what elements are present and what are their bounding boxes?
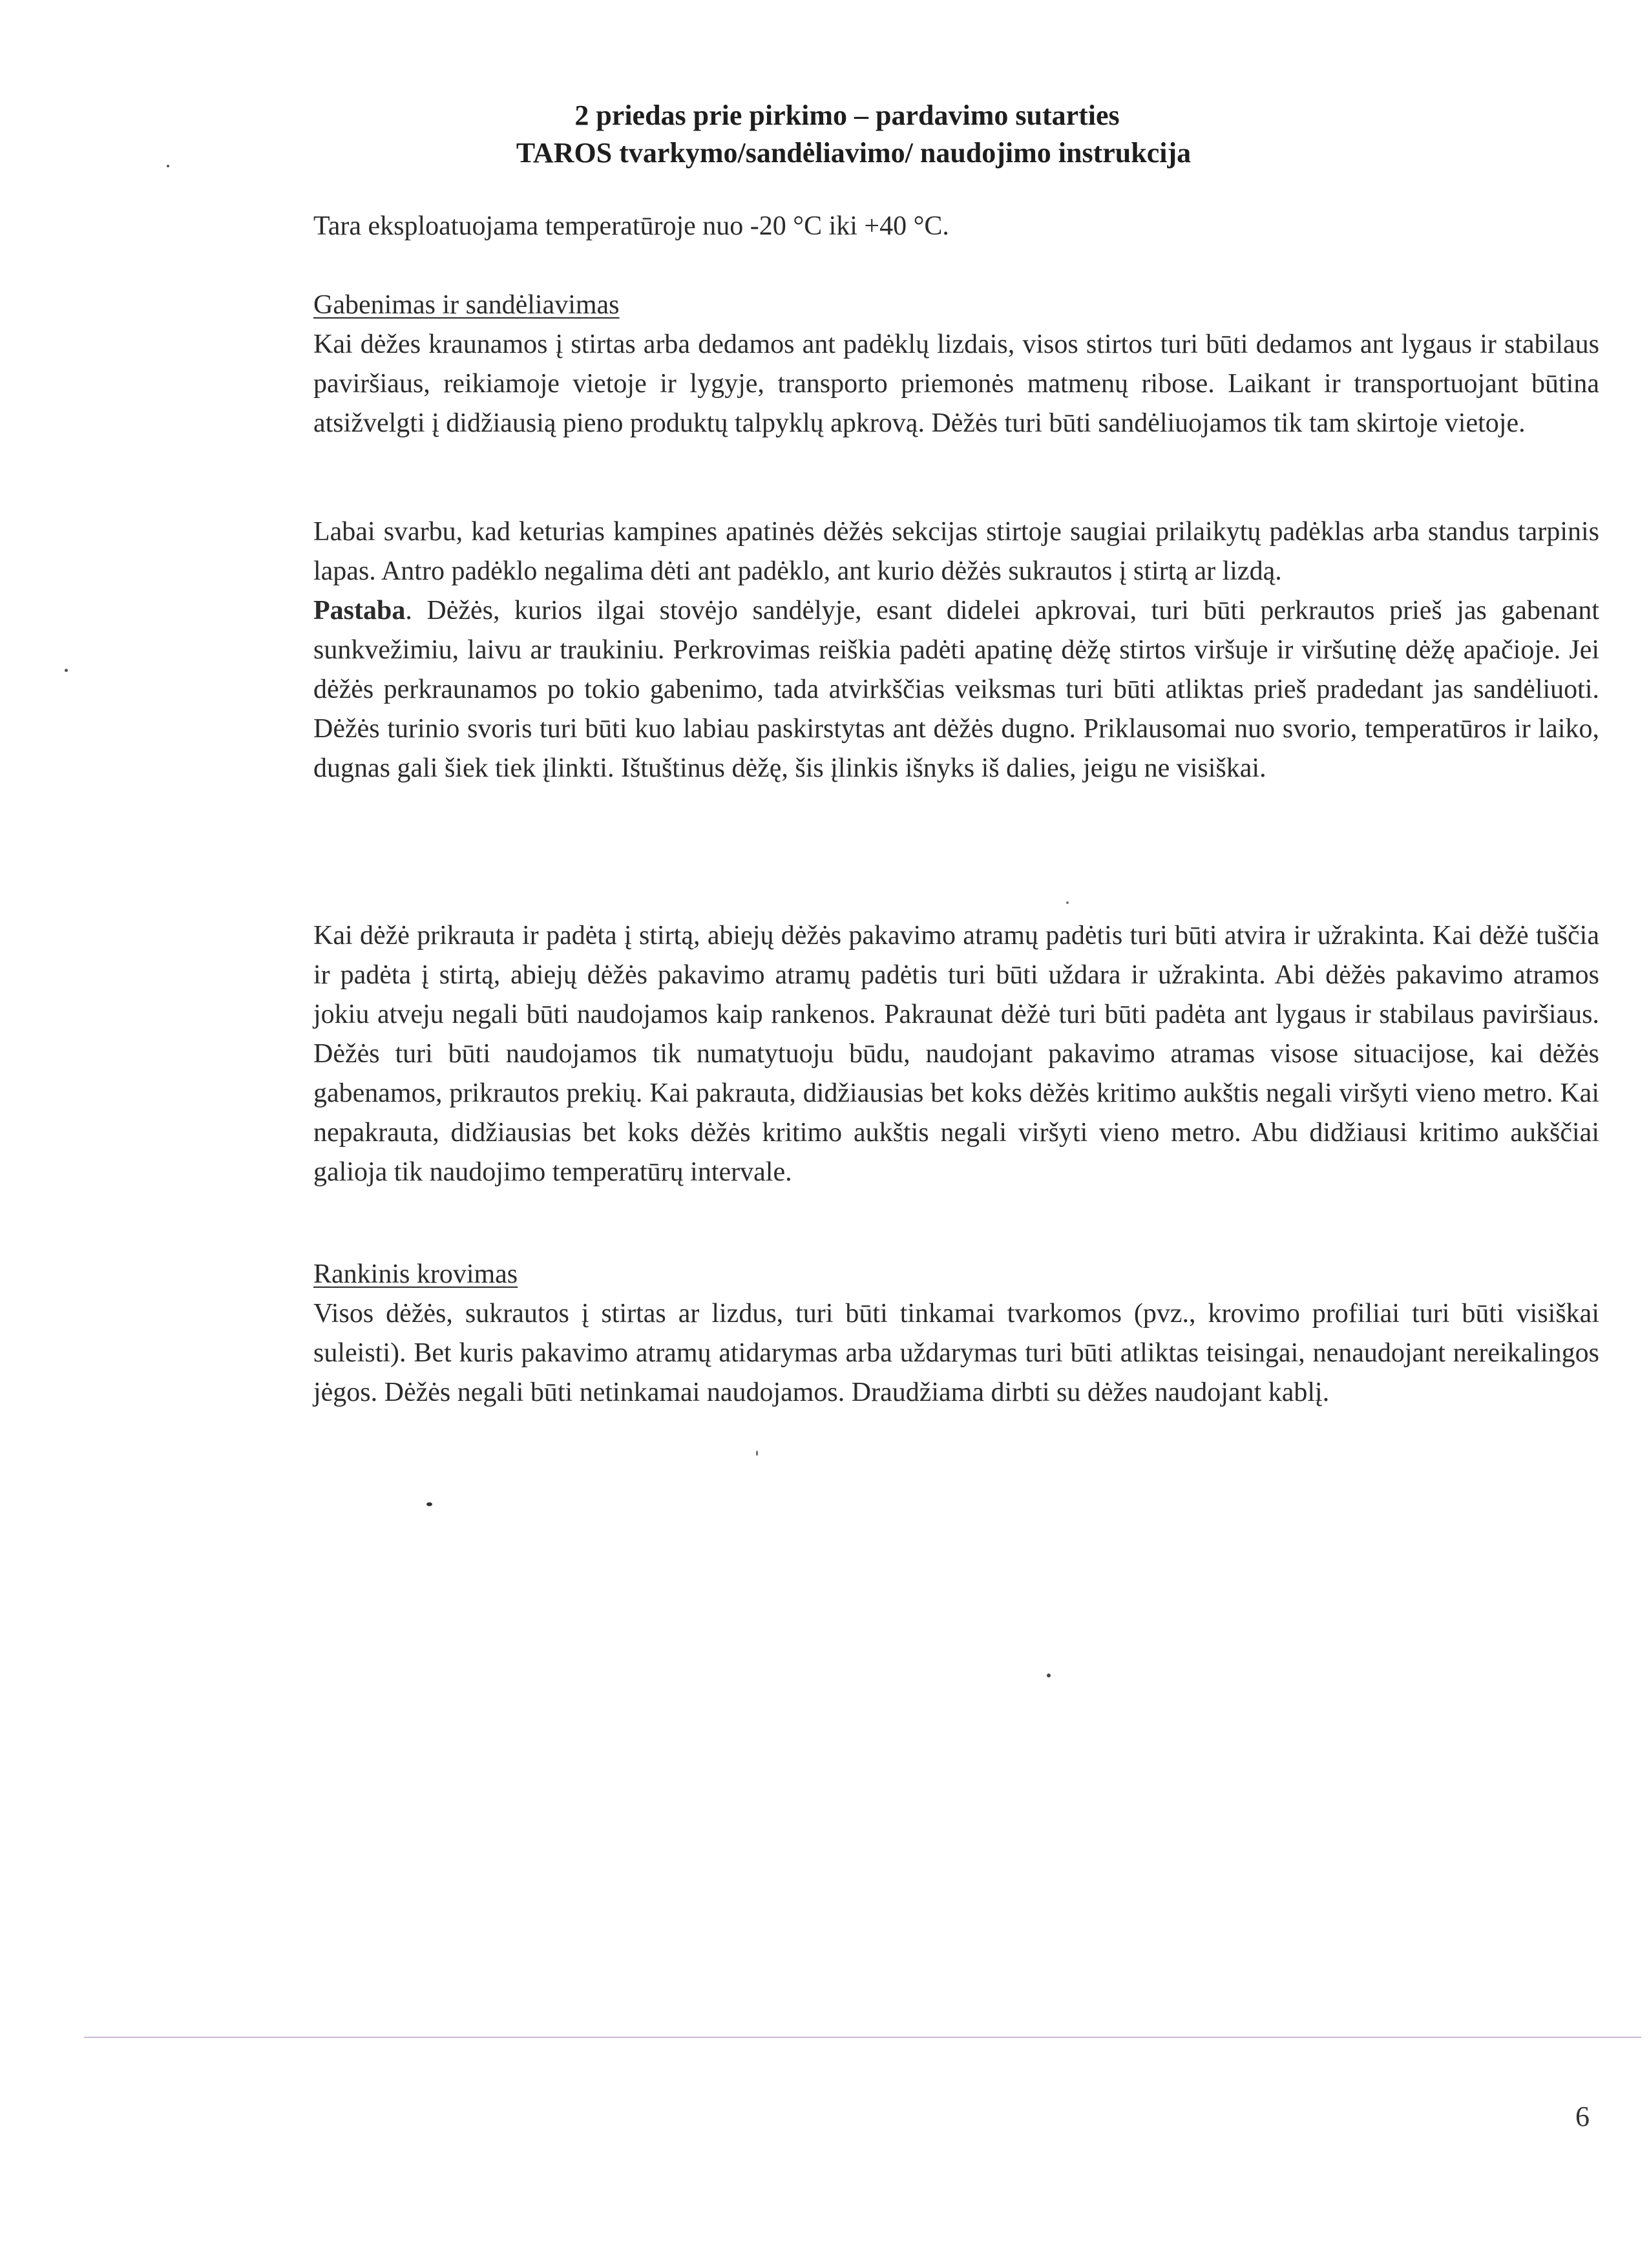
scan-speck [167, 165, 169, 167]
note-text: . Dėžės, kurios ilgai stovėjo sandėlyje, esant didelei apkrovai, turi būti perkrautos prieš jas gabenant sunkvežimiu, laivu ar traukiniu. Perkrovimas reiškia padėti apatinę dėžę stirtos viršuje ir viršutinę dėžę apačioje. Jei dėžės perkraunamos po tokio gabenimo, tada atvirkščias veiksmas turi būti atliktas prieš pradedant jas sandėliuoti. Dėžės turinio svoris turi būti kuo labiau paskirstytas ant dėžės dugno. Priklausomai nuo svorio, temperatūros ir laiko, dugnas gali šiek tiek įlinkti. Ištuštinus dėžę, šis įlinkis išnyks iš dalies, jeigu ne visiškai. [313, 596, 1599, 783]
pallet-paragraph: Labai svarbu, kad keturias kampines apatinės dėžės sekcijas stirtoje saugiai prilaikytų padėklas arba standus tarpinis lapas. Antro padėklo negalima dėti ant padėklo, ant kurio dėžės sukrautos į stirtą ar lizdą. [313, 517, 1599, 586]
pallet-section [313, 512, 1599, 788]
scan-speck [426, 1502, 432, 1506]
manual-handling-paragraph: Visos dėžės, sukrautos į stirtas ar lizdus, turi būti tinkamai tvarkomos (pvz., krovimo profiliai turi būti visiškai suleisti). Bet kuris pakavimo atramų atidarymas arba uždarymas turi būti atliktas teisingai, nenaudojant nereikalingos jėgos. Dėžės negali būti netinkamai naudojamos. Draudžiama dirbti su dėžes naudojant kablį. [313, 1299, 1599, 1407]
temperature-note: Tara eksploatuojama temperatūroje nuo -20 °C iki +40 °C. [313, 211, 949, 241]
annex-title: 2 priedas prie pirkimo – pardavimo sutarties [574, 100, 1120, 131]
manual-handling-heading: Rankinis krovimas [313, 1259, 518, 1289]
usage-section [313, 916, 1599, 1192]
note-label: Pastaba [313, 596, 406, 625]
transport-heading: Gabenimas ir sandėliavimas [313, 290, 620, 320]
usage-paragraph: Kai dėžė prikrauta ir padėta į stirtą, abiejų dėžės pakavimo atramų padėtis turi būti atvira ir užrakinta. Kai dėžė tuščia ir padėta į stirtą, abiejų dėžės pakavimo atramų padėtis turi būti uždara ir užrakinta. Abi dėžės pakavimo atramos jokiu atveju negali būti naudojamos kaip rankenos. Pakraunat dėžė turi būti padėta ant lygaus ir stabilaus paviršiaus. Dėžės turi būti naudojamos tik numatytuoju būdu, naudojant pakavimo atramas visose situacijose, kai dėžės gabenamos, prikrautos prekių. Kai pakrauta, didžiausias bet koks dėžės kritimo aukštis negali viršyti vieno metro. Kai nepakrauta, didžiausias bet koks dėžės kritimo aukštis negali viršyti vieno metro. Abu didžiausi kritimo aukščiai galioja tik naudojimo temperatūrų intervale. [313, 921, 1599, 1187]
page-number: 6 [1575, 2101, 1590, 2132]
note-paragraph [313, 591, 1599, 788]
scan-speck [1047, 1674, 1051, 1677]
manual-handling-section [313, 1255, 1599, 1412]
footer-rule [84, 2037, 1641, 2038]
document-header [0, 97, 1649, 172]
scan-speck [65, 669, 68, 672]
instruction-title: TAROS tvarkymo/sandėliavimo/ naudojimo instrukcija [516, 137, 1192, 169]
transport-paragraph: Kai dėžes kraunamos į stirtas arba dedamos ant padėklų lizdais, visos stirtos turi būti dedamos ant lygaus ir stabilaus paviršiaus, reikiamoje vietoje ir lygyje, transporto priemonės matmenų ribose. Laikant ir transportuojant būtina atsižvelgti į didžiausią pieno produktų talpyklų apkrovą. Dėžės turi būti sandėliuojamos tik tam skirtoje vietoje. [313, 330, 1599, 438]
temperature-note-section [313, 207, 1599, 246]
scan-speck [1066, 901, 1069, 904]
scan-speck [756, 1451, 758, 1456]
transport-section [313, 286, 1599, 443]
